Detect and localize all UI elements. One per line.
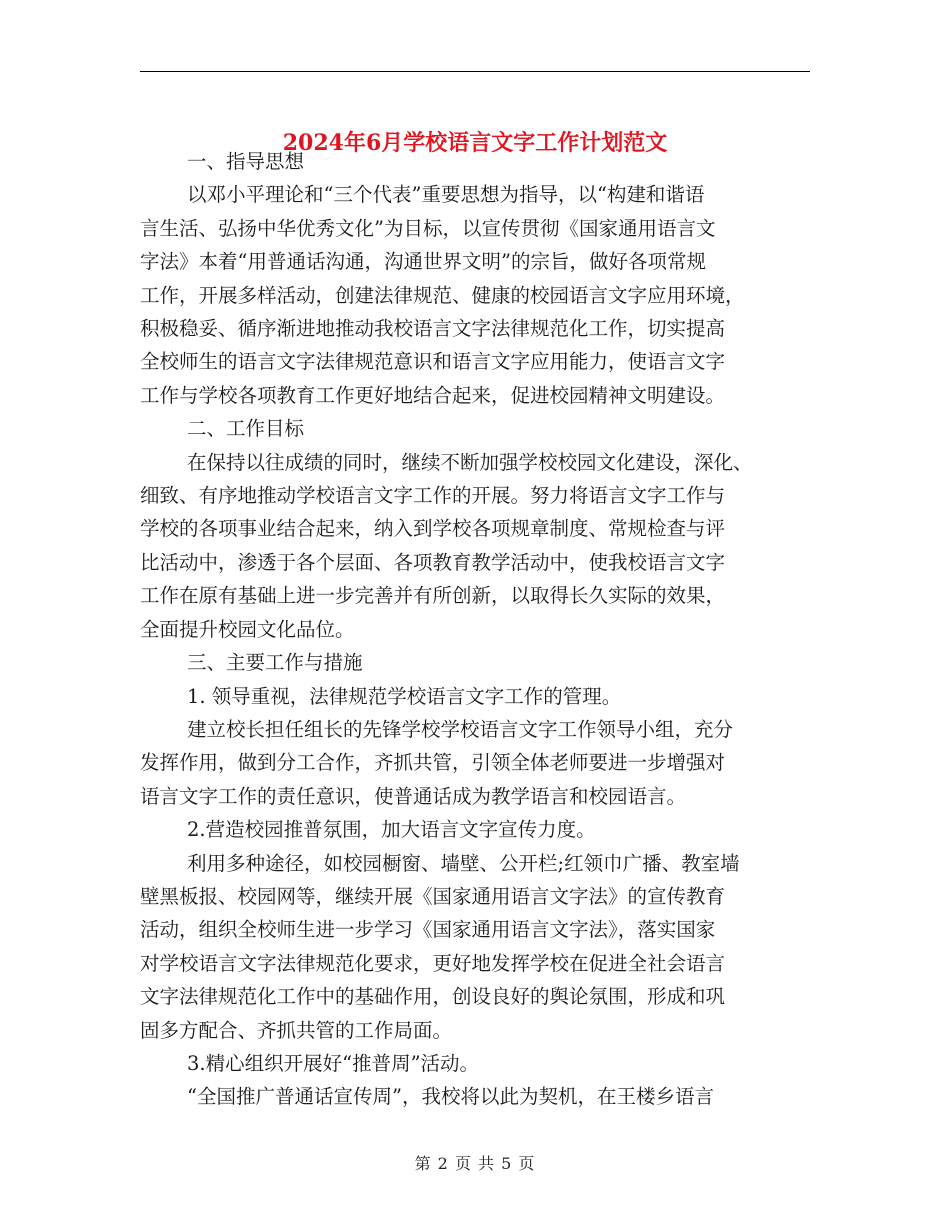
body-line: 工作与学校各项教育工作更好地结合起来，促进校园精神文明建设。 [140, 383, 726, 407]
body-line: 利用多种途径，如校园橱窗、墙壁、公开栏;红领巾广播、教室墙 [187, 851, 740, 875]
body-line: 比活动中，渗透于各个层面、各项教育教学活动中，使我校语言文字 [140, 550, 726, 574]
body-line: 2.营造校园推普氛围，加大语言文字宣传力度。 [187, 818, 596, 842]
body-line: 语言文字工作的责任意识，使普通话成为教学语言和校园语言。 [140, 784, 687, 808]
body-line: 发挥作用，做到分工合作，齐抓共管，引领全体老师要进一步增强对 [140, 751, 726, 775]
body-line: 建立校长担任组长的先锋学校学校语言文字工作领导小组，充分 [187, 717, 734, 741]
body-line: 工作在原有基础上进一步完善并有所创新，以取得长久实际的效果， [140, 584, 726, 608]
body-line: 全校师生的语言文字法律规范意识和语言文字应用能力，使语言文字 [140, 350, 726, 374]
body-line: 二、工作目标 [187, 417, 305, 441]
body-line: 字法》本着“用普通话沟通，沟通世界文明”的宗旨，做好各项常规 [140, 250, 706, 274]
body-line: 壁黑板报、校园网等，继续开展《国家通用语言文字法》的宣传教育 [140, 884, 726, 908]
body-line: 1. 领导重视，法律规范学校语言文字工作的管理。 [187, 684, 622, 708]
document-title: 2024年6月学校语言文字工作计划范文 [282, 129, 668, 156]
body-line: 积极稳妥、循序渐进地推动我校语言文字法律规范化工作，切实提高 [140, 317, 726, 341]
body-line: 细致、有序地推动学校语言文字工作的开展。努力将语言文字工作与 [140, 484, 726, 508]
body-line: 工作，开展多样活动，创建法律规范、健康的校园语言文字应用环境， [140, 283, 745, 307]
body-line: 一、指导思想 [187, 150, 305, 173]
body-line: 活动，组织全校师生进一步学习《国家通用语言文字法》，落实国家 [140, 918, 716, 942]
body-line: 学校的各项事业结合起来，纳入到学校各项规章制度、常规检查与评 [140, 517, 726, 541]
body-line: 以邓小平理论和“三个代表”重要思想为指导，以“构建和谐语 [187, 183, 705, 207]
body-line: 对学校语言文字法律规范化要求，更好地发挥学校在促进全社会语言 [140, 951, 726, 975]
body-line: 全面提升校园文化品位。 [140, 617, 355, 641]
page-number: 第 2 页 共 5 页 [414, 1154, 536, 1173]
document-body [140, 145, 810, 1114]
body-line: 三、主要工作与措施 [187, 651, 363, 675]
body-line: 在保持以往成绩的同时，继续不断加强学校校园文化建设，深化、 [187, 450, 753, 474]
body-line: 3.精心组织开展好“推普周”活动。 [187, 1051, 480, 1075]
header-rule [140, 71, 810, 72]
body-line: 文字法律规范化工作中的基础作用，创设良好的舆论氛围，形成和巩 [140, 985, 726, 1009]
body-line: “全国推广普通话宣传周”，我校将以此为契机，在王楼乡语言 [187, 1085, 714, 1109]
body-line: 言生活、弘扬中华优秀文化”为目标，以宣传贯彻《国家通用语言文 [140, 216, 716, 240]
body-line: 固多方配合、齐抓共管的工作局面。 [140, 1018, 453, 1042]
